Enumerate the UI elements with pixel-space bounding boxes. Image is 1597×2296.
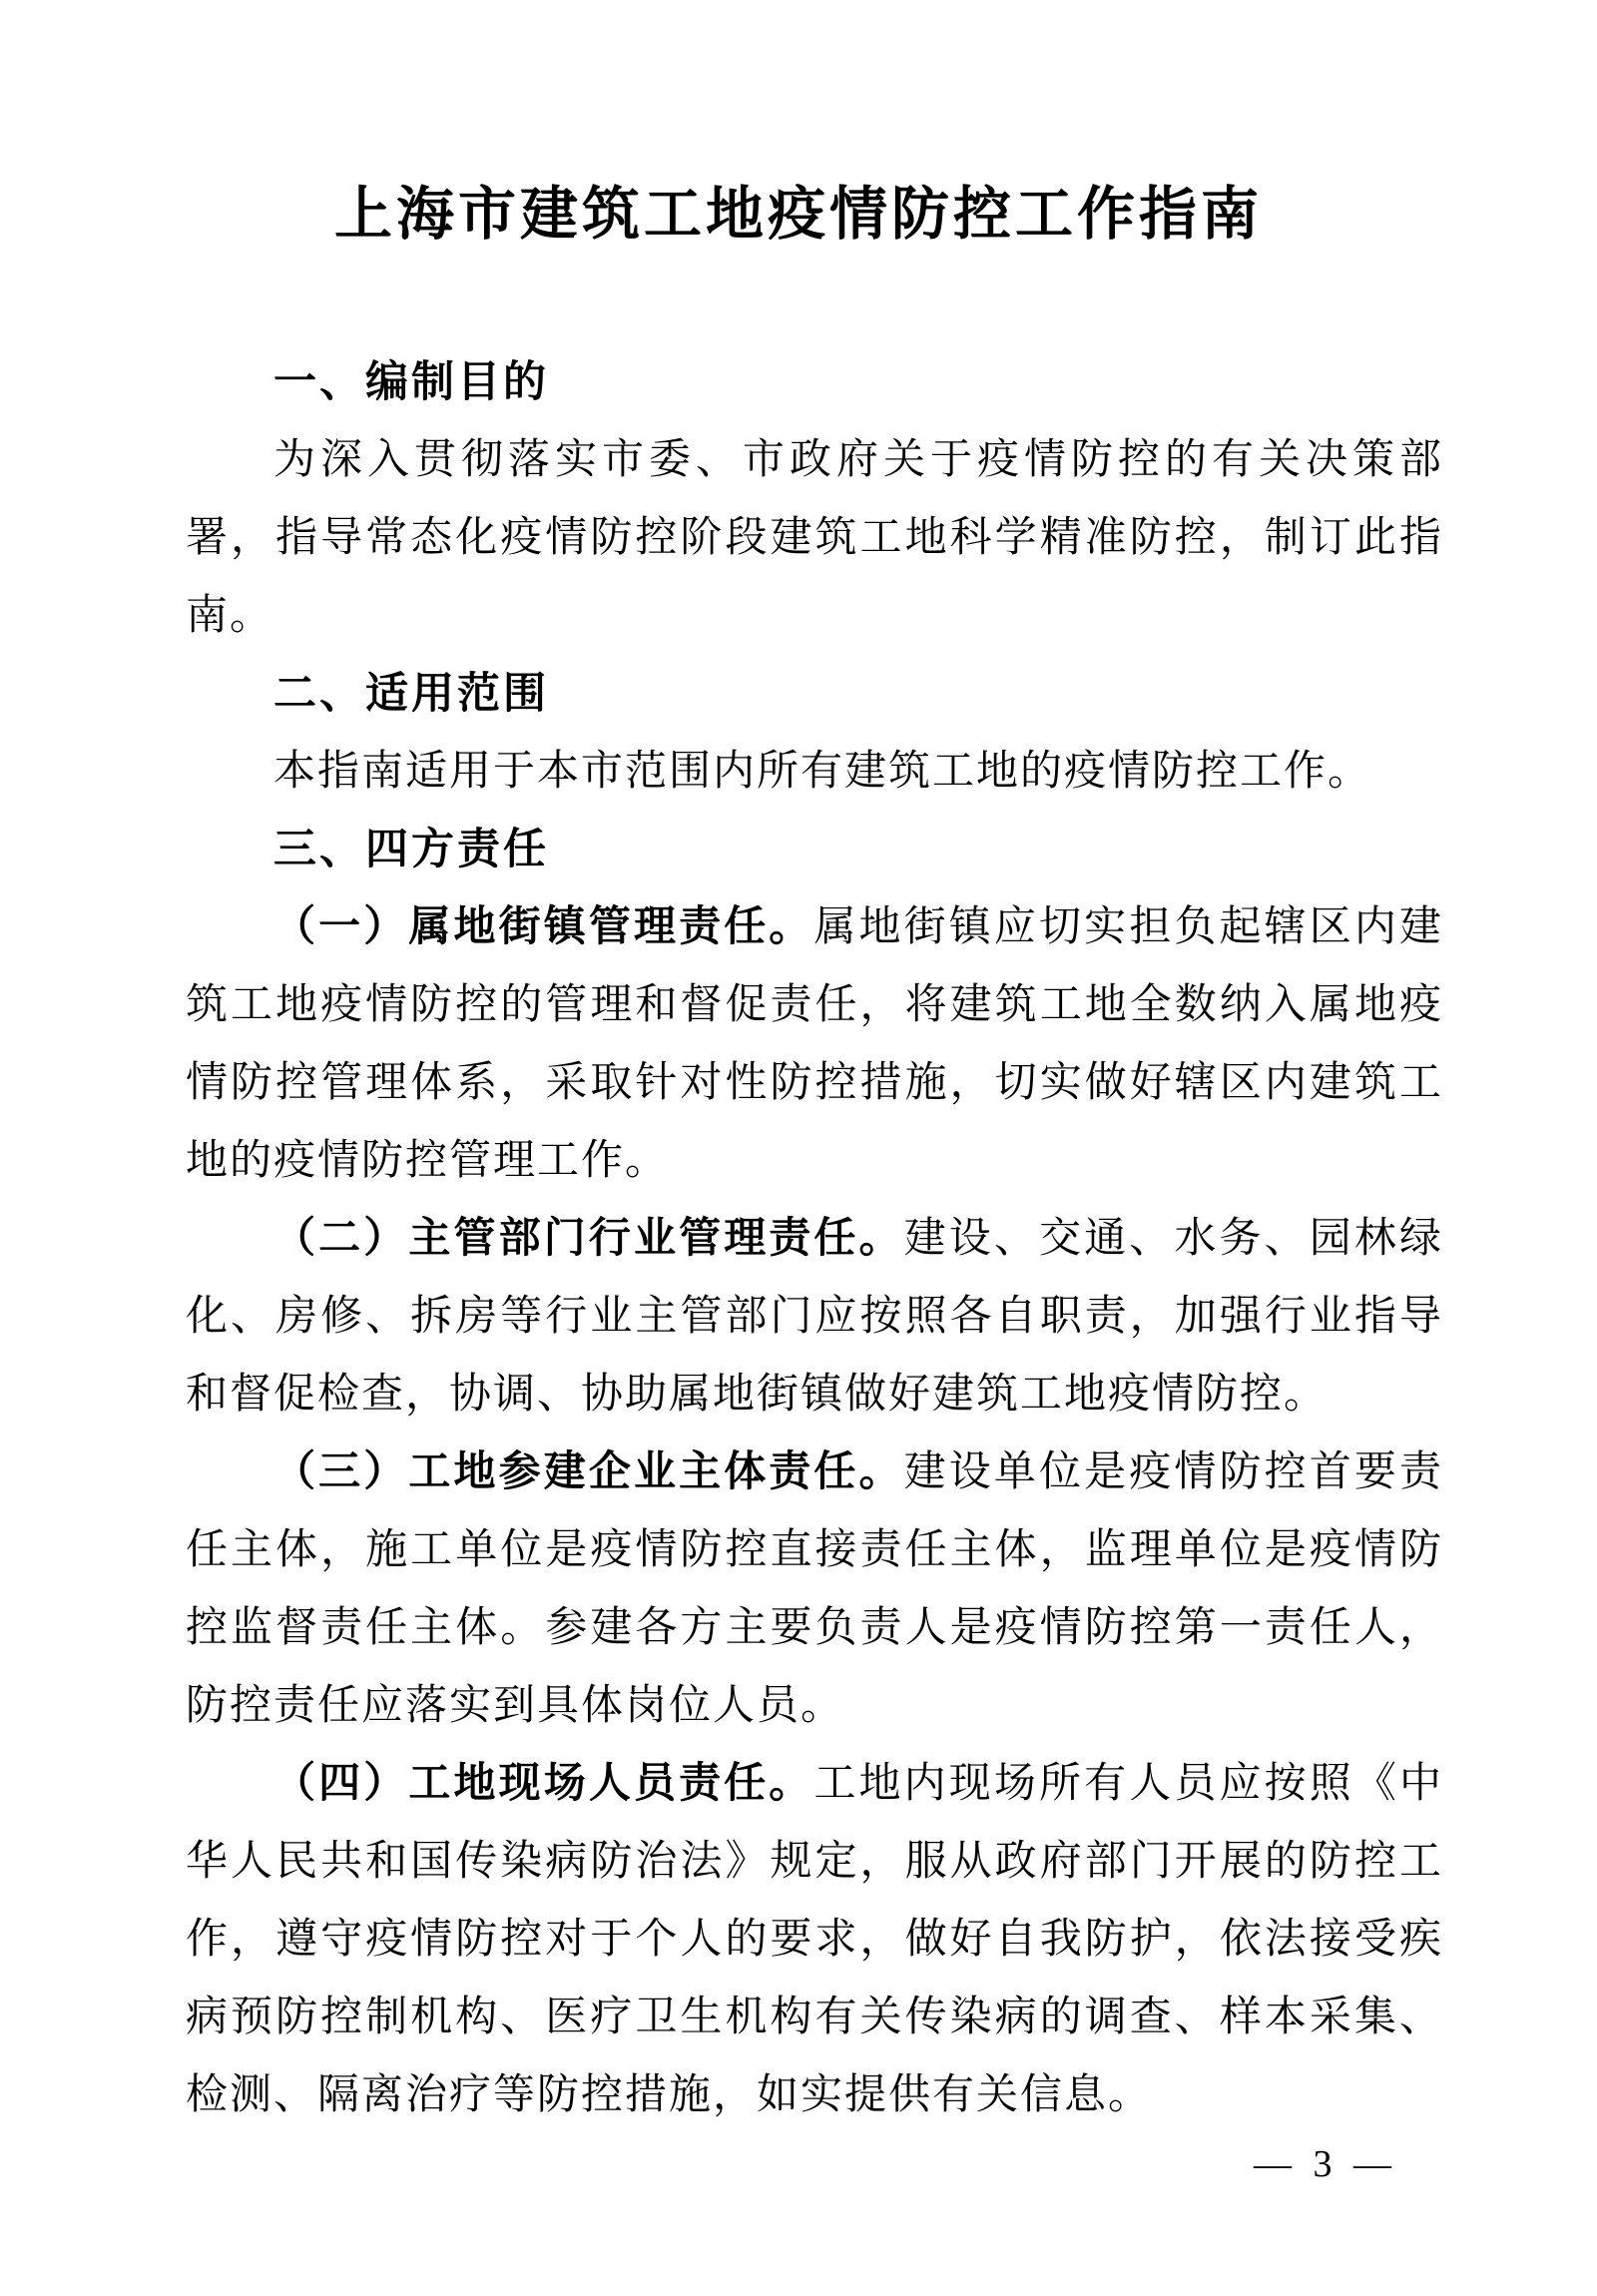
paragraph-text: 本指南适用于本市范围内所有建筑工地的疫情防控工作。 (273, 749, 1372, 795)
document-title: 上海市建筑工地疫情防控工作指南 (333, 180, 1263, 248)
paragraph-text: 为深入贯彻落实市委、市政府关于疫情防控的有关决策部署，指导常态化疫情防控阶段建筑工地科学精准防控，制订此指南。 (186, 437, 1443, 639)
document-body (186, 343, 1443, 2134)
paragraph-lead: （四）工地现场人员责任。 (273, 1761, 814, 1807)
section-heading-purpose: 一、编制目的 (273, 357, 549, 407)
paragraph-responsibility-1 (186, 888, 1443, 1200)
paragraph-text: 属地街镇应切实担负起辖区内建筑工地疫情防控的管理和督促责任，将建筑工地全数纳入属地疫情防控管理体系，采取针对性防控措施，切实做好辖区内建筑工地的疫情防控管理工作。 (186, 904, 1443, 1184)
paragraph-lead: （一）属地街镇管理责任。 (273, 904, 814, 950)
paragraph-text: 工地内现场所有人员应按照《中华人民共和国传染病防治法》规定，服从政府部门开展的防控工作，遵守疫情防控对于个人的要求，做好自我防护，依法接受疾病预防控制机构、医疗卫生机构有关传染病的调查、样本采集、检测、隔离治疗等防控措施，如实提供有关信息。 (186, 1761, 1443, 2118)
section-heading-scope: 二、适用范围 (273, 669, 549, 719)
paragraph-purpose (186, 421, 1443, 655)
paragraph-text: 建设单位是疫情防控首要责任主体，施工单位是疫情防控直接责任主体，监理单位是疫情防控监督责任主体。参建各方主要负责人是疫情防控第一责任人，防控责任应落实到具体岗位人员。 (186, 1449, 1443, 1729)
paragraph-responsibility-3 (186, 1434, 1443, 1745)
paragraph-text: 建设、交通、水务、园林绿化、房修、拆房等行业主管部门应按照各自职责，加强行业指导和督促检查，协调、协助属地街镇做好建筑工地疫情防控。 (186, 1216, 1443, 1418)
paragraph-scope (186, 733, 1443, 811)
paragraph-lead: （三）工地参建企业主体责任。 (273, 1449, 904, 1495)
paragraph-responsibility-4 (186, 1745, 1443, 2134)
paragraph-responsibility-2 (186, 1200, 1443, 1434)
paragraph-lead: （二）主管部门行业管理责任。 (273, 1216, 904, 1262)
page-number: — 3 — (1254, 2143, 1397, 2185)
section-heading-responsibilities: 三、四方责任 (273, 825, 549, 874)
